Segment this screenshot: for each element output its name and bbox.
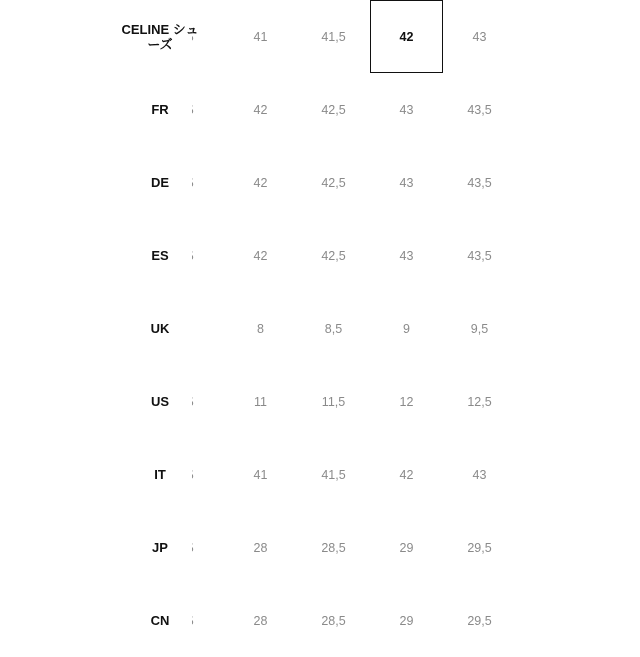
size-row-uk	[0, 292, 640, 365]
size-cell[interactable]: 42	[253, 102, 268, 117]
size-cell[interactable]: 42	[253, 248, 268, 263]
size-cell[interactable]: 41	[253, 29, 268, 44]
row-label: DE	[150, 175, 170, 190]
size-row-de	[0, 146, 640, 219]
size-cell[interactable]: 28	[253, 613, 268, 628]
partial-size-cell	[192, 73, 200, 146]
size-cell[interactable]: 41	[253, 467, 268, 482]
size-cell[interactable]: 41,5	[321, 29, 346, 44]
size-cell[interactable]: 8,5	[324, 321, 343, 336]
size-row-us	[0, 365, 640, 438]
size-cell[interactable]: 43	[472, 29, 487, 44]
partial-size-cell	[192, 511, 200, 584]
size-cell[interactable]: 29,5	[467, 613, 492, 628]
size-cell[interactable]: 29	[399, 540, 414, 555]
partial-size-cell	[192, 438, 200, 511]
row-label: IT	[154, 467, 166, 482]
size-row-it	[0, 438, 640, 511]
size-cell[interactable]: 43	[399, 248, 414, 263]
partial-size-cell	[192, 219, 200, 292]
row-label: UK	[150, 321, 170, 336]
size-row-fr	[0, 73, 640, 146]
row-label: CELINE シューズ	[121, 22, 199, 52]
size-row-es	[0, 219, 640, 292]
size-cell[interactable]: 29	[399, 613, 414, 628]
partial-size-cell	[192, 584, 200, 657]
partial-size-cell	[192, 365, 200, 438]
row-label: ES	[151, 248, 169, 263]
size-cell[interactable]: 42	[399, 467, 414, 482]
size-cell[interactable]: 41,5	[321, 467, 346, 482]
size-cell[interactable]: 43	[399, 102, 414, 117]
size-cell[interactable]: 43,5	[467, 175, 492, 190]
size-cell[interactable]: 28	[253, 540, 268, 555]
row-label: FR	[151, 102, 169, 117]
partial-size-cell	[192, 0, 200, 73]
size-cell[interactable]: 43	[472, 467, 487, 482]
partial-size-cell	[192, 292, 200, 365]
size-row-cn	[0, 584, 640, 657]
size-cell[interactable]: 42,5	[321, 248, 346, 263]
size-cell[interactable]: 43	[399, 175, 414, 190]
size-cell[interactable]: 12,5	[467, 394, 492, 409]
size-cell[interactable]: 28,5	[321, 613, 346, 628]
size-cell[interactable]: 12	[399, 394, 414, 409]
size-cell[interactable]: 29,5	[467, 540, 492, 555]
row-label: JP	[152, 540, 168, 555]
partial-size-cell	[192, 146, 200, 219]
size-cell[interactable]: 11,5	[321, 394, 346, 409]
row-label: US	[150, 394, 170, 409]
row-label: CN	[150, 613, 170, 628]
size-cell[interactable]: 8	[257, 321, 264, 336]
size-row-jp	[0, 511, 640, 584]
size-cell[interactable]: 11	[254, 394, 267, 409]
size-cell[interactable]: 9	[403, 321, 410, 336]
size-cell[interactable]: 43,5	[467, 248, 492, 263]
size-cell[interactable]: 43,5	[467, 102, 492, 117]
size-cell[interactable]: 42,5	[321, 175, 346, 190]
size-cell-selected[interactable]: 42	[370, 0, 443, 73]
size-cell[interactable]: 9,5	[470, 321, 489, 336]
size-cell[interactable]: 42,5	[321, 102, 346, 117]
size-cell[interactable]: 42	[253, 175, 268, 190]
size-row-celine	[0, 0, 640, 73]
size-cell[interactable]: 28,5	[321, 540, 346, 555]
